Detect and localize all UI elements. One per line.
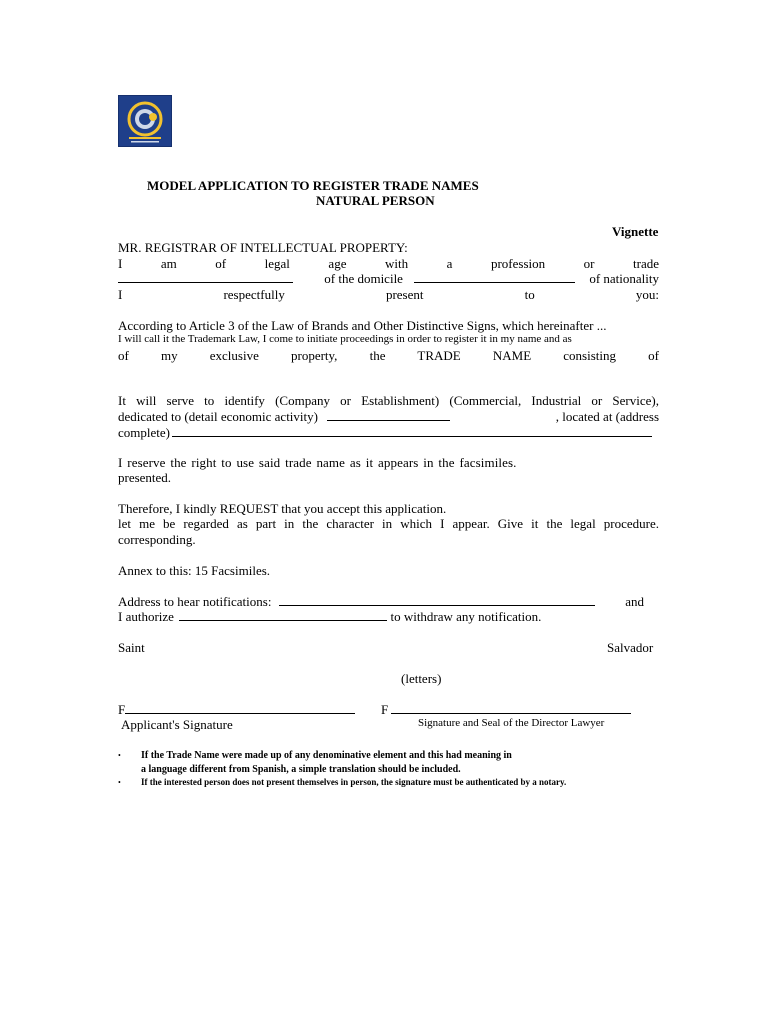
note-1-line2: a language different from Spanish, a simple translation should be included. — [141, 764, 461, 775]
authorized-person-blank[interactable] — [179, 609, 387, 621]
address-line: Address to hear notifications: and — [118, 594, 644, 609]
para5-line2: let me be regarded as part in the character in which I appear. Give it the legal procedure. — [118, 516, 659, 531]
para2-line3: of my exclusive property, the TRADE NAME consisting of — [118, 348, 659, 363]
para5-line1: Therefore, I kindly REQUEST that you accept this application. — [118, 501, 447, 516]
para2-line1: According to Article 3 of the Law of Brands and Other Distinctive Signs, which hereinafter ... — [118, 318, 607, 333]
para1-line2: of the domicile of nationality — [118, 271, 659, 287]
notification-address-blank[interactable] — [279, 594, 595, 606]
applicant-signature-blank[interactable] — [125, 702, 355, 714]
director-signature-line: F — [381, 702, 631, 718]
vignette-label: Vignette — [612, 224, 659, 239]
document-title-line1: MODEL APPLICATION TO REGISTER TRADE NAMES — [147, 178, 479, 193]
para1-line1: I am of legal age with a profession or trade — [118, 256, 659, 271]
economic-activity-blank[interactable] — [327, 409, 450, 421]
organization-logo — [118, 95, 172, 147]
annex-line: Annex to this: 15 Facsimiles. — [118, 563, 271, 578]
addressee: MR. REGISTRAR OF INTELLECTUAL PROPERTY: — [118, 240, 408, 255]
para3-line2: dedicated to (detail economic activity) , located at (address — [118, 409, 659, 424]
place-right: Salvador — [607, 640, 654, 655]
director-signature-blank[interactable] — [391, 702, 631, 714]
director-signature-label: Signature and Seal of the Director Lawyer — [418, 717, 605, 729]
address-complete-blank[interactable] — [172, 425, 652, 437]
para3-line1: It will serve to identify (Company or Establishment) (Commercial, Industrial or Service), — [118, 393, 659, 408]
place-left: Saint — [118, 640, 145, 655]
applicant-signature-label: Applicant's Signature — [121, 717, 233, 732]
para1-line3: I respectfully present to you: — [118, 287, 659, 302]
para2-line2: I will call it the Trademark Law, I come to initiate proceedings in order to register it in my name and as — [118, 333, 572, 345]
letters-label: (letters) — [401, 671, 442, 686]
authorize-line: I authorize to withdraw any notification. — [118, 609, 542, 624]
note-bullet: • — [118, 751, 121, 760]
applicant-signature-line: F — [118, 702, 355, 718]
para5-line3: corresponding. — [118, 532, 196, 547]
para3-line3: complete) — [118, 425, 652, 441]
note-2-line1: If the interested person does not present themselves in person, the signature must be authenticated by a notary. — [141, 777, 567, 787]
para4-line2: presented. — [118, 470, 172, 485]
document-title-line2: NATURAL PERSON — [316, 193, 435, 208]
note-1-line1: If the Trade Name were made up of any denominative element and this had meaning in — [141, 750, 512, 761]
domicile-blank[interactable] — [414, 271, 575, 283]
note-bullet: • — [118, 778, 121, 787]
para4-line1: I reserve the right to use said trade name as it appears in the facsimiles. — [118, 455, 517, 470]
profession-blank[interactable] — [118, 271, 293, 283]
